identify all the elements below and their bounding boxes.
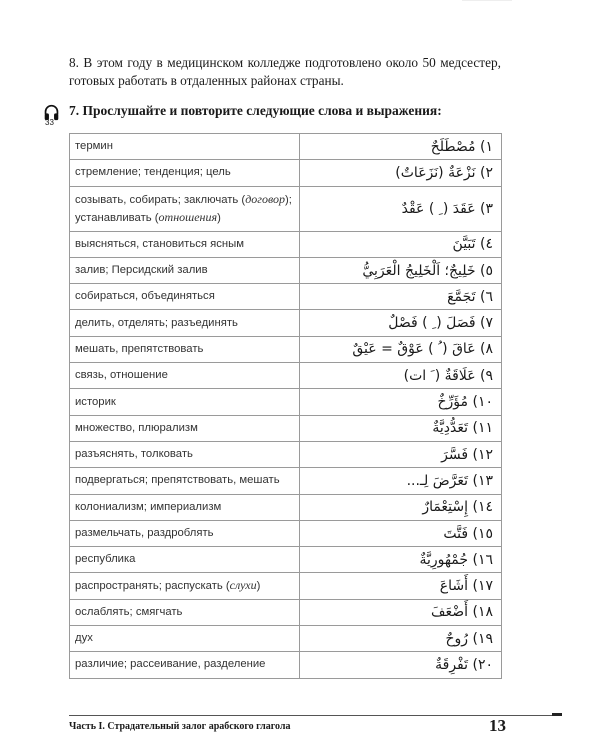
arabic-term: ١) مُصْطَلَحٌ (300, 134, 502, 160)
arabic-term: ١٧) أَشَاعَ (300, 573, 502, 599)
arabic-term: ١٤) إِسْتِعْمَارٌ (300, 494, 502, 520)
translation-text: залив; Персидский залив (75, 264, 208, 277)
table-row (70, 626, 502, 652)
track-number: 33 (45, 118, 54, 127)
table-row (70, 363, 502, 389)
translation-text: республика (75, 553, 136, 566)
russian-translation (70, 441, 300, 467)
table-row (70, 441, 502, 467)
table-row (70, 310, 502, 336)
italic-note: договор (245, 191, 286, 206)
translation-text: стремление; тенденция; цель (75, 166, 231, 179)
translation-text: множество, плюрализм (75, 421, 198, 434)
table-row (70, 231, 502, 257)
russian-translation (70, 310, 300, 336)
translation-text: дух (75, 632, 93, 645)
translation-text: созывать, собирать; заключать ( (75, 193, 246, 206)
table-row (70, 547, 502, 573)
sentence-8: 8. В этом году в медицинском колледже подготовлено около 50 медсестер, готовых работать в отдаленных районах страны. (69, 55, 501, 88)
footer-mark (552, 713, 562, 716)
table-row (70, 257, 502, 283)
arabic-term: ٢) نَزْعَةٌ (نَزَعَاتٌ) (300, 160, 502, 186)
footer-rule (69, 715, 556, 716)
arabic-term: ٦) تَجَمَّعَ (300, 284, 502, 310)
translation-text: ослаблять; смягчать (75, 605, 183, 618)
russian-translation (70, 599, 300, 625)
arabic-term: ١٢) فَسَّرَ (300, 441, 502, 467)
translation-text: ) (256, 580, 261, 593)
translation-text: ); устанавливать ( (75, 193, 292, 224)
translation-text: ) (217, 211, 221, 224)
table-row (70, 520, 502, 546)
exercise-title: 7. Прослушайте и повторите следующие слова и выражения: (69, 103, 442, 118)
translation-text: разъяснять, толковать (75, 448, 193, 461)
arabic-term: ١٥) فَتَّتَ (300, 520, 502, 546)
arabic-term: ٩) عَلَاقَةٌ ( َ ات) (300, 363, 502, 389)
russian-translation (70, 547, 300, 573)
table-row (70, 389, 502, 415)
table-row (70, 494, 502, 520)
arabic-term: ١١) تَعَدُّدِيَّةٌ (300, 415, 502, 441)
russian-translation (70, 494, 300, 520)
table-row (70, 599, 502, 625)
translation-text: выясняться, становиться ясным (75, 237, 245, 250)
arabic-term: ٣) عَقَدَ ( ِ ) عَقْدٌ (300, 186, 502, 231)
arabic-term: ١٠) مُؤَرِّخٌ (300, 389, 502, 415)
page-number: 13 (489, 716, 506, 735)
table-row (70, 186, 502, 231)
translation-text: историк (75, 395, 116, 408)
arabic-term: ٧) فَصَلَ ( ِ ) فَصْلٌ (300, 310, 502, 336)
russian-translation (70, 257, 300, 283)
translation-text: делить, отделять; разъединять (75, 316, 238, 329)
table-row (70, 468, 502, 494)
translation-text: распространять; распускать ( (75, 580, 230, 593)
arabic-term: ١٩) رُوحٌ (300, 626, 502, 652)
russian-translation (70, 363, 300, 389)
russian-translation (70, 389, 300, 415)
table-row (70, 652, 502, 678)
russian-translation (70, 626, 300, 652)
arabic-term: ٢٠) تَفْرِقَةٌ (300, 652, 502, 678)
arabic-term: ٥) خَلِيجٌ؛ اَلْخَلِيجُ الْعَرَبِيُّ (300, 257, 502, 283)
table-row (70, 134, 502, 160)
italic-note: слухи (229, 578, 257, 593)
table-row (70, 573, 502, 599)
scan-mark (462, 0, 512, 1)
translation-text: размельчать, раздроблять (75, 527, 214, 539)
russian-translation (70, 520, 300, 546)
russian-translation (70, 652, 300, 678)
chapter-title: Часть I. Страдательный залог арабского глагола (69, 721, 291, 732)
russian-translation (70, 573, 300, 599)
arabic-term: ١٨) أَضْعَفَ (300, 599, 502, 625)
table-row (70, 336, 502, 362)
arabic-term: ١٦) جُمْهُورِيَّةٌ (300, 547, 502, 573)
table-row (70, 284, 502, 310)
russian-translation (70, 468, 300, 494)
translation-text: мешать, препятствовать (75, 342, 204, 355)
russian-translation (70, 160, 300, 186)
translation-text: подвергаться; препятствовать, мешать (75, 474, 280, 487)
arabic-term: ٤) تَبَيَّنَ (300, 231, 502, 257)
russian-translation (70, 284, 300, 310)
translation-text: различие; рассеивание, разделение (75, 658, 266, 671)
translation-text: колониализм; империализм (75, 500, 222, 513)
arabic-term: ٨) عَاقَ ( ُ ) عَوْقٌ = عَيْقٌ (300, 336, 502, 362)
table-row (70, 160, 502, 186)
translation-text: термин (75, 140, 113, 153)
russian-translation (70, 336, 300, 362)
russian-translation (70, 186, 300, 231)
vocabulary-table (69, 133, 502, 679)
arabic-term: ١٣) تَعَرَّضَ لِـ... (300, 468, 502, 494)
russian-translation (70, 134, 300, 160)
table-row (70, 415, 502, 441)
translation-text: собираться, объединяться (75, 290, 215, 303)
translation-text: связь, отношение (75, 369, 168, 382)
russian-translation (70, 231, 300, 257)
russian-translation (70, 415, 300, 441)
italic-note: отношения (158, 209, 218, 224)
